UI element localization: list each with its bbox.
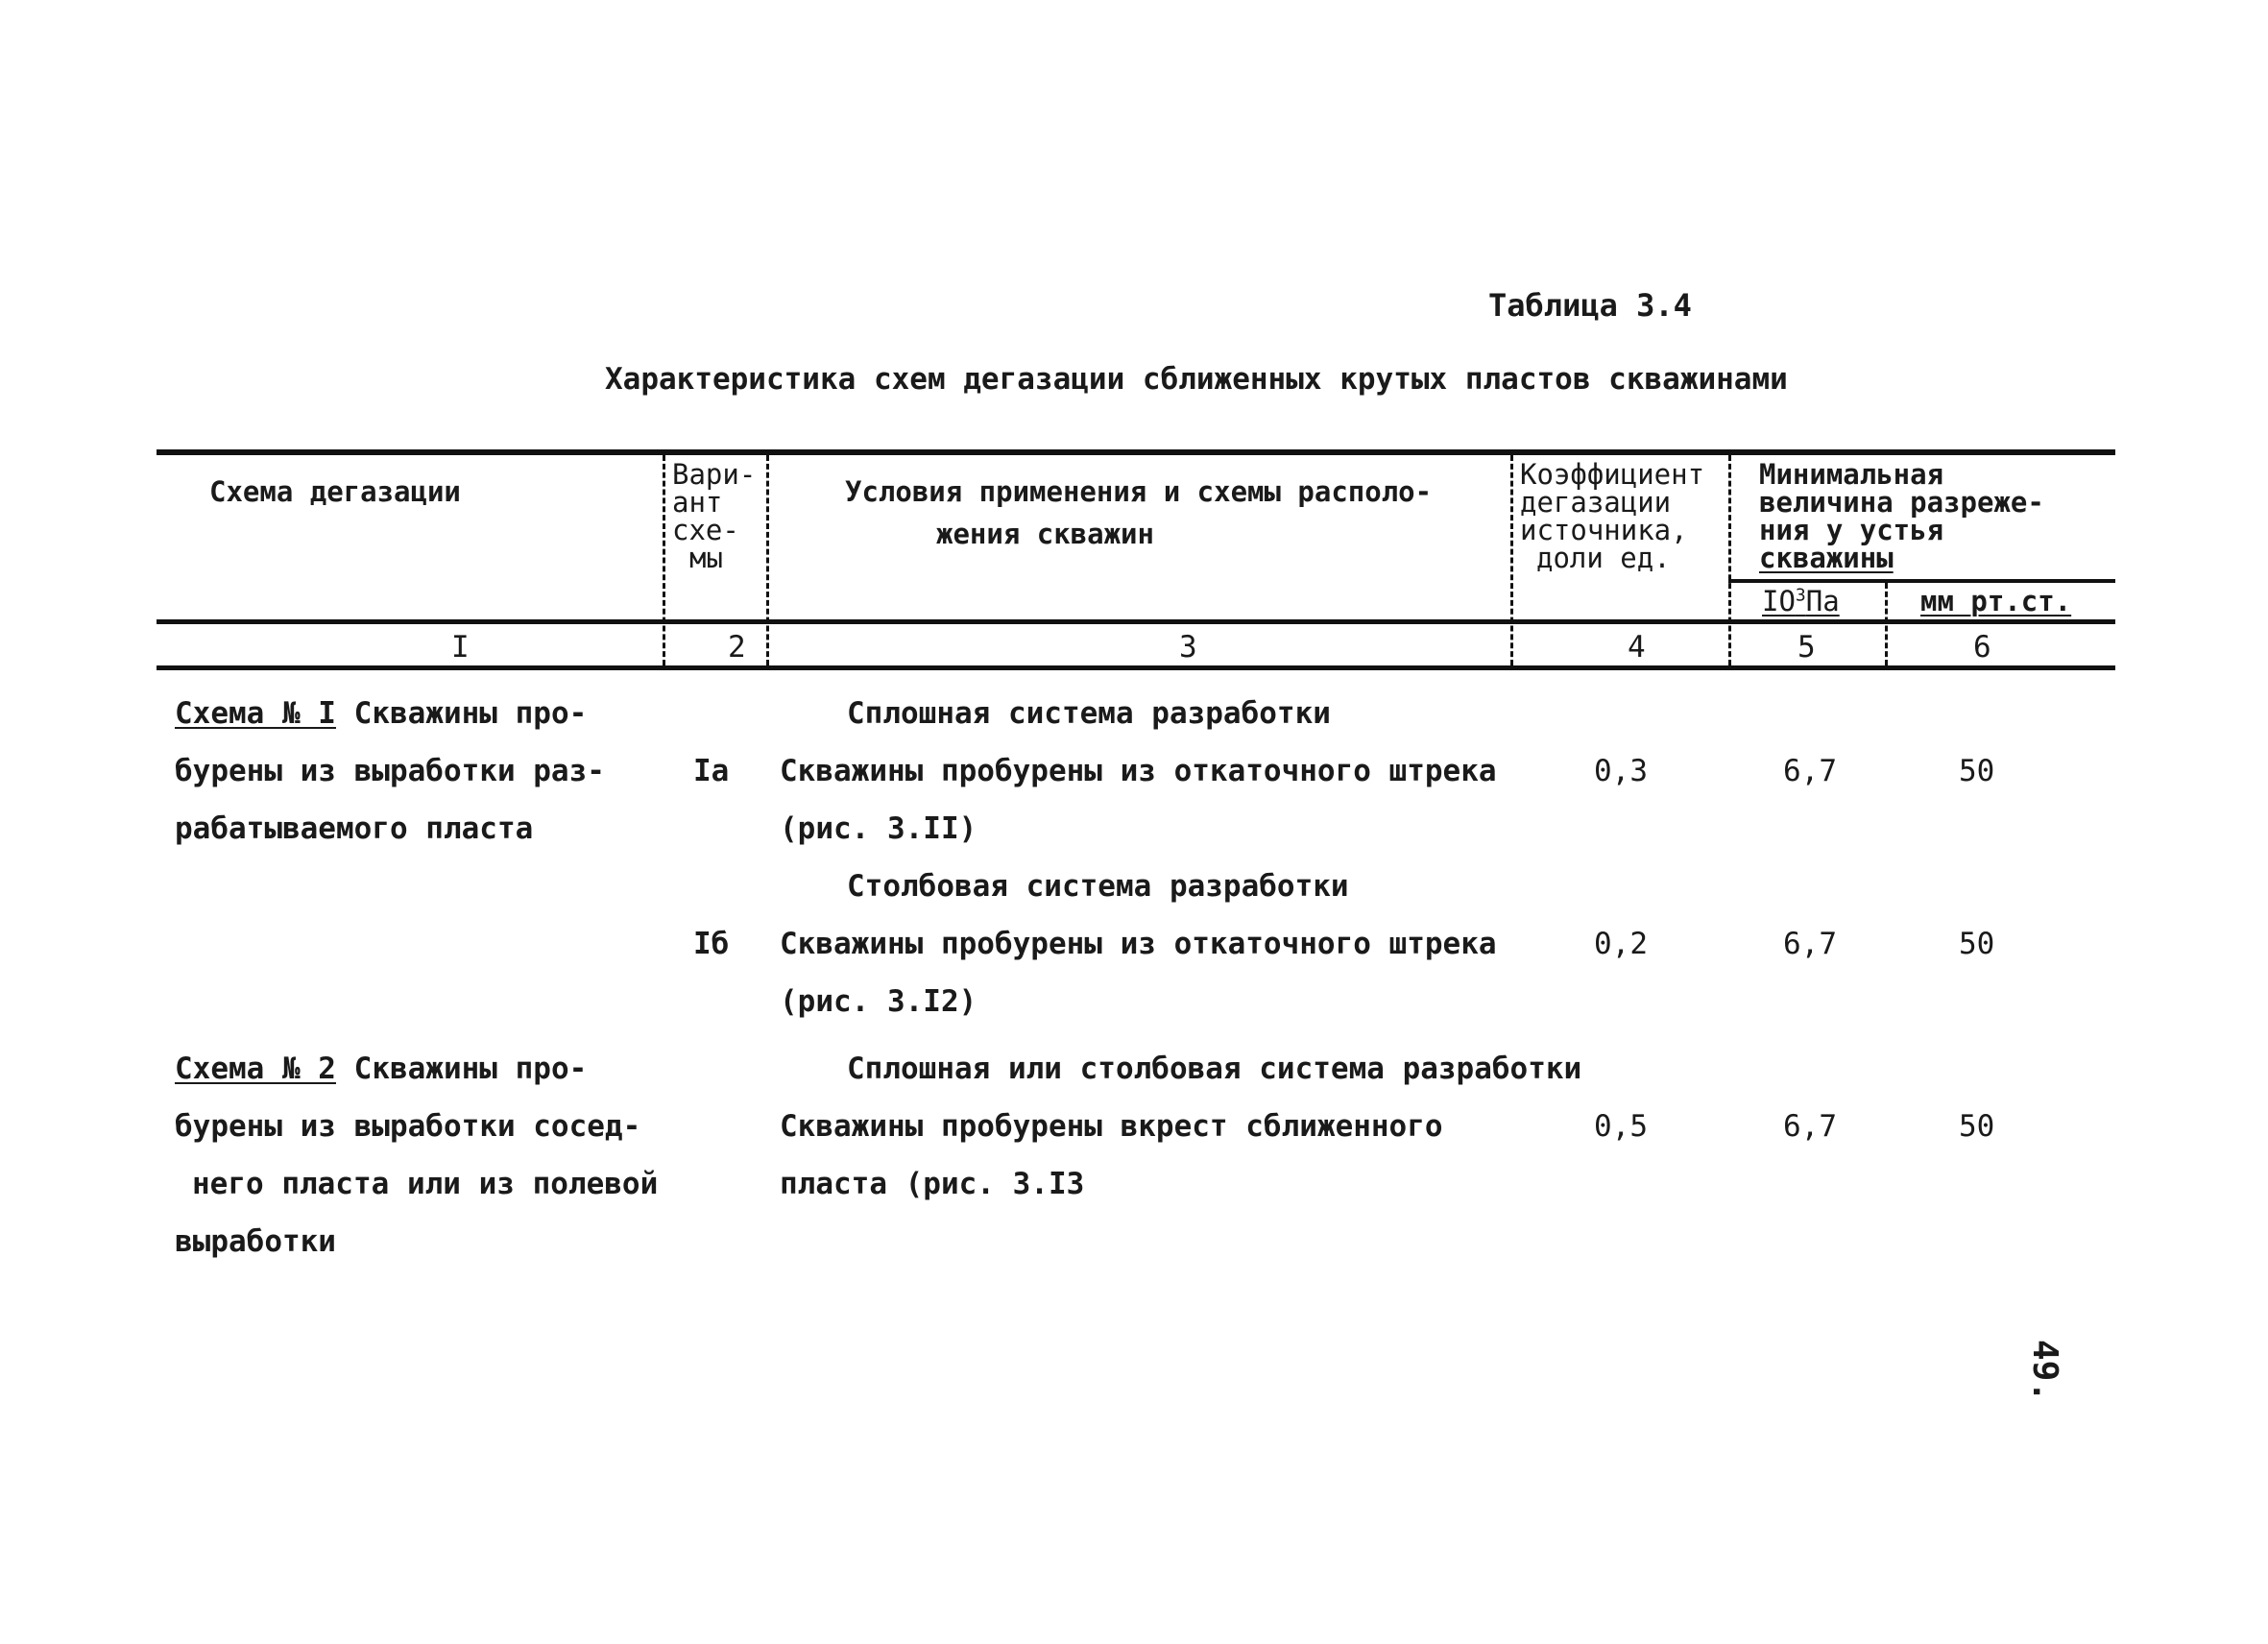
column-separator-2 (766, 455, 769, 665)
column-separator-4 (1728, 455, 1731, 665)
conditions-line: Скважины пробурены из откаточного штрека (780, 754, 1497, 788)
header-coefficient-line: дегазации (1520, 486, 1672, 519)
header-coefficient-line: доли ед. (1536, 542, 1671, 574)
header-min-vacuum-line: Минимальная (1759, 458, 1944, 491)
conditions-line: (рис. 3.I2) (780, 984, 977, 1019)
header-pa (1762, 585, 1840, 617)
scheme-1-line: рабатываемого пласта (175, 811, 534, 846)
header-top-rule (157, 449, 2115, 455)
header-min-vacuum-line: величина разреже- (1759, 486, 2044, 519)
variant-code: Iб (693, 927, 730, 961)
header-pa-exponent: 3 (1795, 585, 1806, 606)
page-number: 49. (2025, 1340, 2064, 1403)
degassing-coefficient: 0,2 (1594, 927, 1648, 961)
conditions-line: Скважины пробурены из откаточного штрека (780, 927, 1497, 961)
scheme-1-line: Скважины про- (353, 696, 588, 731)
variant-code: Iа (693, 754, 730, 788)
column-separator-3 (1510, 455, 1513, 665)
header-min-vacuum-line: ния у устья (1759, 514, 1944, 546)
system-heading: Столбовая система разработки (847, 869, 1349, 904)
conditions-line: Скважины пробурены вкрест сближенного (780, 1109, 1443, 1144)
header-coefficient-line: Коэффициент (1520, 458, 1705, 491)
degassing-coefficient: 0,3 (1594, 754, 1648, 788)
system-heading: Сплошная или столбовая система разработки (847, 1052, 1582, 1086)
table-label: Таблица 3.4 (1488, 287, 1692, 324)
table-title: Характеристика схем дегазации сближенных крутых пластов скважинами (605, 362, 1788, 397)
scheme-1-line: бурены из выработки раз- (175, 754, 605, 788)
header-bottom-rule (157, 619, 2115, 624)
header-mm: мм рт.ст. (1920, 585, 2072, 617)
scheme-1-description (175, 696, 587, 731)
scheme-2-line: бурены из выработки сосед- (175, 1109, 641, 1144)
scheme-1-title: Схема № I (175, 696, 336, 731)
scheme-2-line: Скважины про- (353, 1052, 588, 1086)
conditions-line: (рис. 3.II) (780, 811, 977, 846)
header-variant-line: ант (672, 486, 723, 519)
vacuum-mm: 50 (1959, 754, 1995, 788)
vacuum-mm: 50 (1959, 927, 1995, 961)
scheme-2-description (175, 1052, 587, 1086)
vacuum-pa: 6,7 (1783, 1109, 1837, 1144)
system-heading: Сплошная система разработки (847, 696, 1331, 731)
vacuum-pa: 6,7 (1783, 754, 1837, 788)
column-number: 3 (1179, 630, 1197, 665)
header-variant-line: мы (689, 542, 723, 574)
header-coefficient-line: источника, (1520, 514, 1688, 546)
scheme-2-line: выработки (175, 1224, 336, 1259)
header-variant-line: схе- (672, 514, 739, 546)
column-number-rule (157, 665, 2115, 670)
header-sub-rule (1728, 579, 2115, 583)
vacuum-pa: 6,7 (1783, 927, 1837, 961)
column-number: 4 (1628, 630, 1646, 665)
header-pa-base: IO (1762, 585, 1796, 617)
conditions-line: пласта (рис. 3.I3 (780, 1167, 1085, 1201)
header-min-vacuum-line: скважины (1759, 542, 1894, 574)
vacuum-mm: 50 (1959, 1109, 1995, 1144)
column-number: 5 (1798, 630, 1816, 665)
scheme-2-line: него пласта или из полевой (192, 1167, 659, 1201)
header-conditions-line: Условия применения и схемы располо- (845, 475, 1433, 508)
header-pa-unit: Па (1805, 585, 1840, 617)
header-variant-line: Вари- (672, 458, 757, 491)
scheme-2-title: Схема № 2 (175, 1052, 336, 1086)
column-number: I (451, 630, 470, 665)
column-number: 2 (728, 630, 746, 665)
column-separator-5 (1885, 583, 1888, 665)
header-scheme: Схема дегазации (209, 475, 461, 508)
degassing-coefficient: 0,5 (1594, 1109, 1648, 1144)
column-number: 6 (1973, 630, 1991, 665)
header-conditions-line: жения скважин (936, 518, 1154, 550)
column-separator-1 (663, 455, 665, 665)
